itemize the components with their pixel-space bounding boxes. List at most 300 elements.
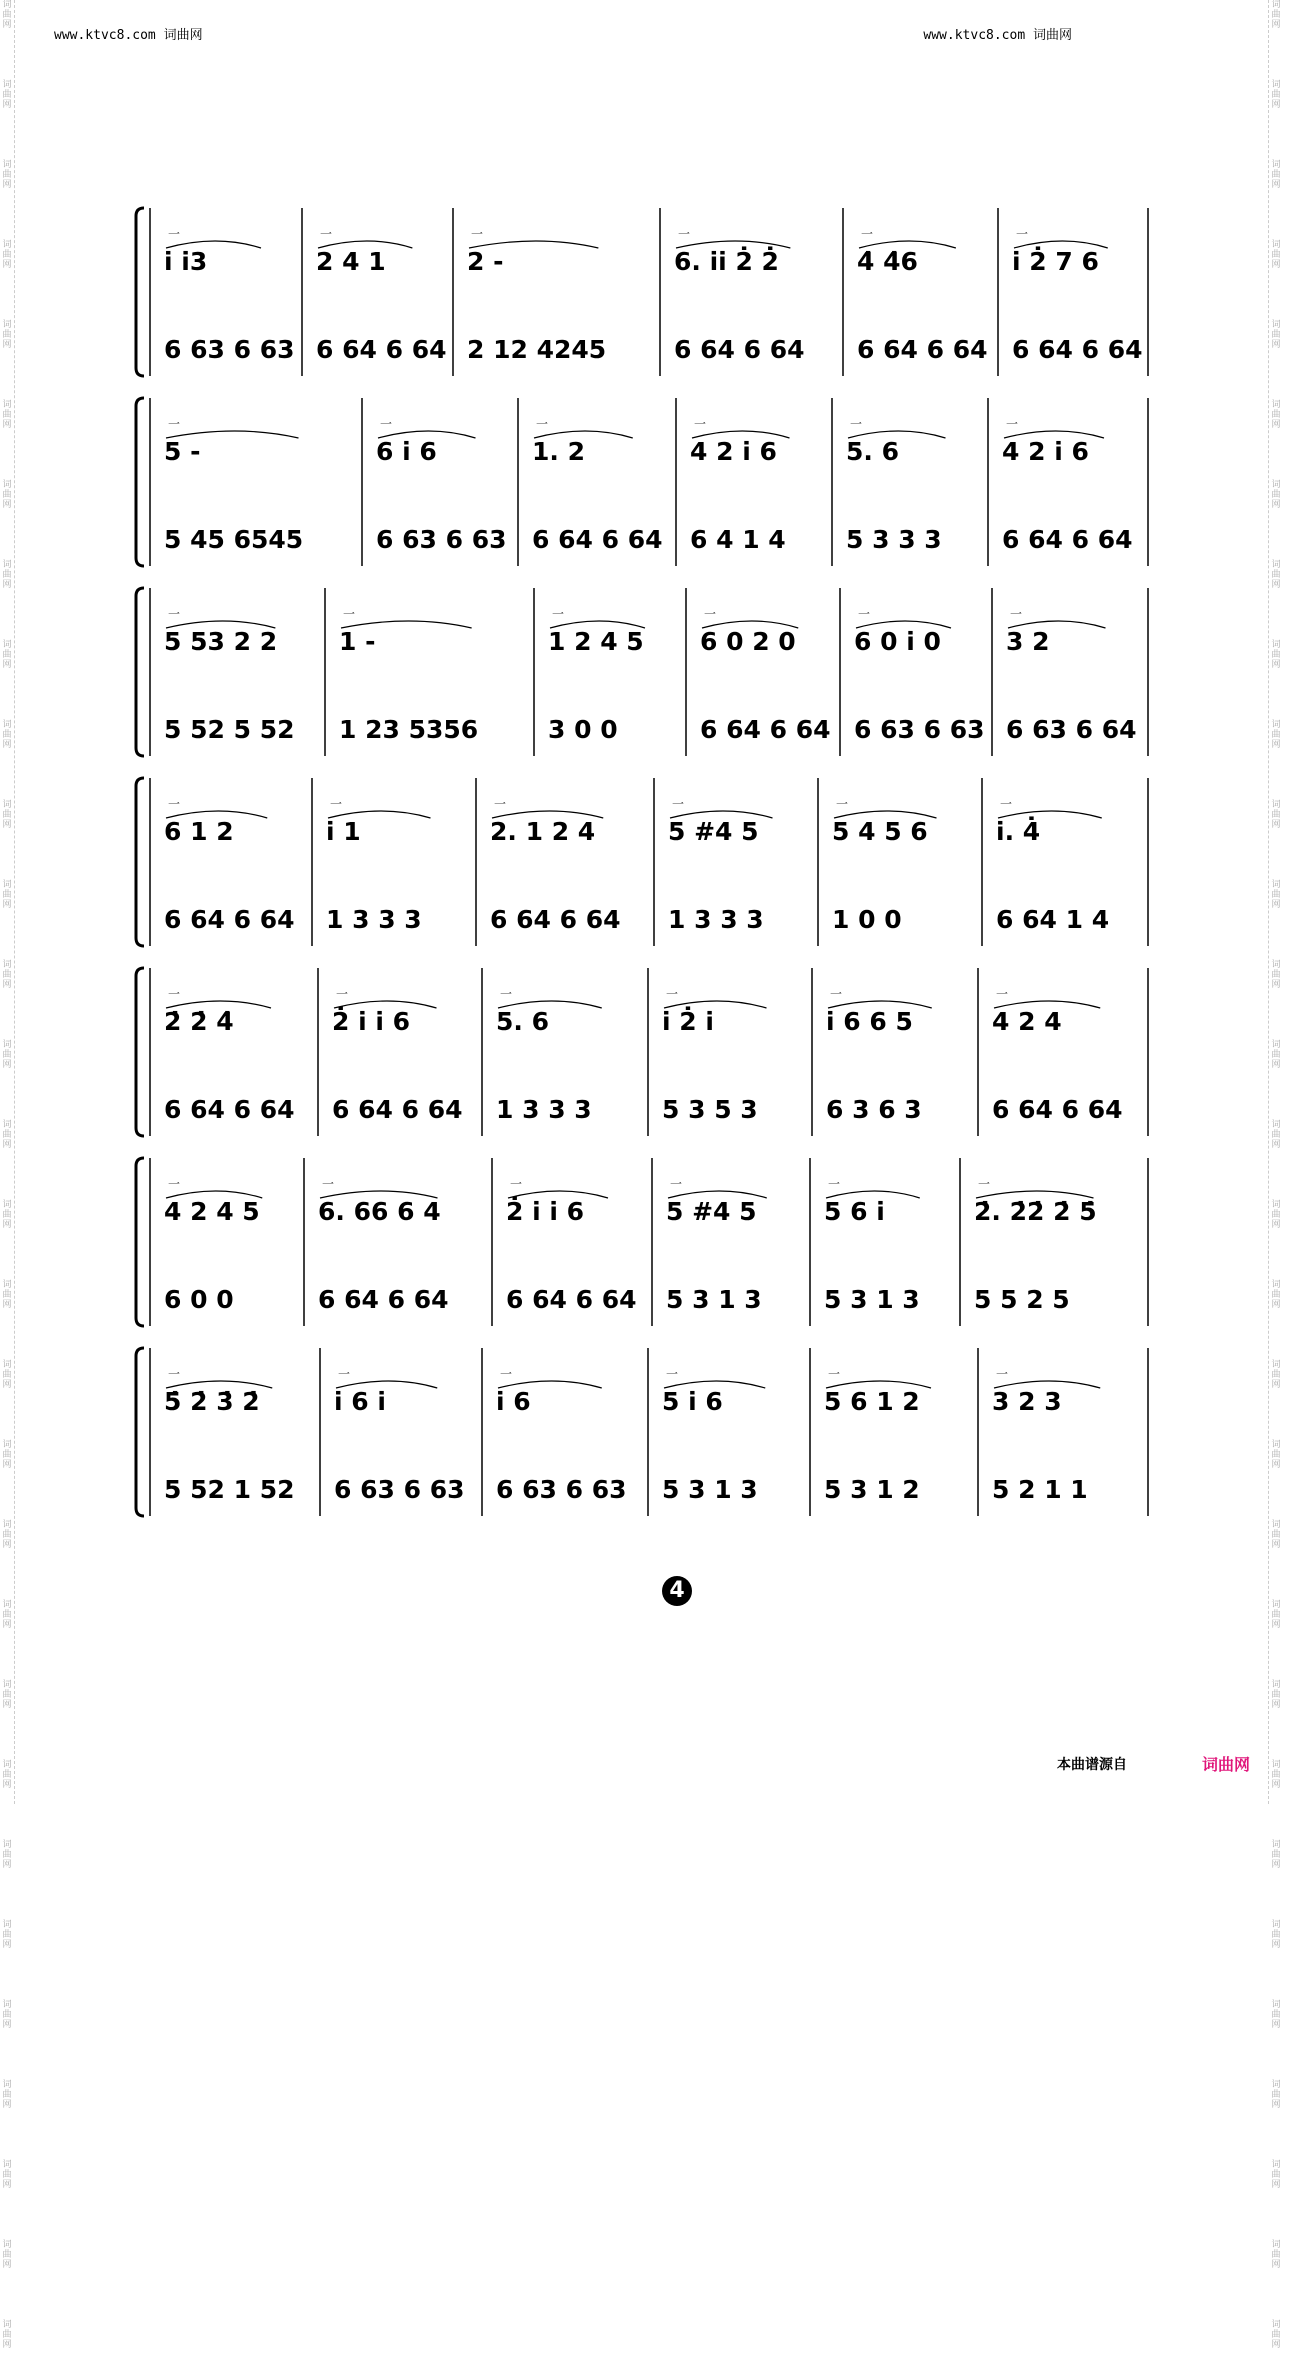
accompaniment-notes: 6 64 6 64 <box>992 1095 1123 1124</box>
fingering-mark: 一 <box>336 987 349 1001</box>
melody-notes: 4̇ 4̇6 <box>857 247 918 276</box>
fingering-mark: 一 <box>670 1177 683 1191</box>
melody-notes: 6 i̇ 6 <box>376 437 437 466</box>
watermark-glyph: 曲 <box>1271 2170 1281 2180</box>
accompaniment-notes: 6 64 6 64 <box>490 905 621 934</box>
watermark-glyph: 曲 <box>2 1850 12 1860</box>
watermark-glyph: 词 <box>1271 1280 1281 1290</box>
melody-notes: 5 #4 5 <box>668 817 759 846</box>
watermark-glyph: 词 <box>1271 2080 1281 2090</box>
watermark-glyph: 网 <box>1271 820 1281 830</box>
page-number: 4 <box>662 1576 692 1606</box>
watermark-gap <box>0 2030 14 2056</box>
watermark-glyph: 曲 <box>2 1290 12 1300</box>
watermark-glyph: 曲 <box>1271 330 1281 340</box>
accompaniment-notes: 6 64 6 64 <box>318 1285 449 1314</box>
accompaniment-notes: 6 64 6 64 <box>506 1285 637 1314</box>
melody-notes: 6. 66 6 4 <box>318 1197 441 1226</box>
watermark-glyph: 网 <box>1271 1700 1281 1710</box>
melody-notes: 5 6 1 2 <box>824 1387 920 1416</box>
melody-notes: 2 4 1 <box>316 247 386 276</box>
watermark-glyph: 网 <box>2 100 12 110</box>
watermark-glyph: 网 <box>1271 1940 1281 1950</box>
watermark-glyph: 网 <box>2 20 12 30</box>
watermark-glyph: 词 <box>1271 320 1281 330</box>
fingering-mark: 一 <box>330 797 343 811</box>
watermark-glyph: 网 <box>1271 1620 1281 1630</box>
fingering-mark: 一 <box>1010 607 1023 621</box>
watermark-glyph: 曲 <box>1271 810 1281 820</box>
fingering-mark: 一 <box>536 417 549 431</box>
fingering-mark: 一 <box>1016 227 1029 241</box>
watermark-glyph: 词 <box>2 1360 12 1370</box>
watermark-glyph: 网 <box>2 1060 12 1070</box>
fingering-mark: 一 <box>168 987 181 1001</box>
watermark-glyph: 词 <box>2 160 12 170</box>
watermark-glyph: 词 <box>1271 1360 1281 1370</box>
watermark-glyph: 曲 <box>1271 1690 1281 1700</box>
melody-notes: 5. 6 <box>496 1007 549 1036</box>
accompaniment-notes: 6 64 6 64 <box>164 905 295 934</box>
watermark-glyph: 网 <box>1271 900 1281 910</box>
watermark-glyph: 曲 <box>2 1210 12 1220</box>
accompaniment-notes: 2 12 4245 <box>467 335 607 364</box>
fingering-mark: 一 <box>322 1177 335 1191</box>
watermark-glyph: 网 <box>2 1780 12 1790</box>
melody-notes: 5̇ 2̇ 3̇ 2̇ <box>164 1387 260 1416</box>
watermark-glyph: 曲 <box>1271 650 1281 660</box>
watermark-gap <box>0 2270 14 2296</box>
melody-notes: 6 0 2 0 <box>700 627 796 656</box>
watermark-glyph: 曲 <box>1271 250 1281 260</box>
watermark-glyph: 曲 <box>2 2010 12 2020</box>
watermark-glyph: 词 <box>1271 480 1281 490</box>
system-bracket <box>136 208 144 376</box>
melody-notes: i̇ 1 <box>326 817 361 846</box>
fingering-mark: 一 <box>168 1367 181 1381</box>
watermark-glyph: 曲 <box>2 1450 12 1460</box>
watermark-glyph: 曲 <box>1271 1290 1281 1300</box>
system-bracket <box>136 968 144 1136</box>
watermark-glyph: 曲 <box>2 650 12 660</box>
watermark-glyph: 曲 <box>2 250 12 260</box>
source-label: 本曲谱源自 <box>1057 1757 1127 1773</box>
fingering-mark: 一 <box>168 417 181 431</box>
watermark-glyph: 网 <box>2 1700 12 1710</box>
watermark-glyph: 词 <box>1271 1520 1281 1530</box>
fingering-mark: 一 <box>666 987 679 1001</box>
watermark-glyph: 网 <box>1271 1460 1281 1470</box>
watermark-glyph: 网 <box>2 1540 12 1550</box>
watermark-glyph: 词 <box>1271 2160 1281 2170</box>
watermark-glyph: 曲 <box>2 1370 12 1380</box>
fingering-mark: 一 <box>500 987 513 1001</box>
accompaniment-notes: 5 3 3 3 <box>846 525 942 554</box>
watermark-glyph: 词 <box>1271 1600 1281 1610</box>
watermark-glyph: 词 <box>2 1680 12 1690</box>
accompaniment-notes: 6 64 1 4 <box>996 905 1110 934</box>
watermark-glyph: 词 <box>1271 640 1281 650</box>
fingering-mark: 一 <box>672 797 685 811</box>
watermark-glyph: 曲 <box>2 1130 12 1140</box>
melody-notes: 5 i̇ 6 <box>662 1387 723 1416</box>
watermark-glyph: 词 <box>1271 880 1281 890</box>
watermark-glyph: 网 <box>2 660 12 670</box>
watermark-glyph: 网 <box>1271 340 1281 350</box>
watermark-gap <box>0 2350 14 2376</box>
watermark-glyph: 词 <box>1271 1440 1281 1450</box>
fingering-mark: 一 <box>1000 797 1013 811</box>
watermark-glyph: 网 <box>1271 100 1281 110</box>
accompaniment-notes: 5 3 1 3 <box>662 1475 758 1504</box>
site-logo[interactable]: 词曲网 <box>1202 1755 1251 1774</box>
watermark-glyph: 网 <box>2 1620 12 1630</box>
watermark-glyph: 网 <box>2 2260 12 2270</box>
fingering-mark: 一 <box>704 607 717 621</box>
fingering-mark: 一 <box>978 1177 991 1191</box>
watermark-glyph: 曲 <box>1271 2010 1281 2020</box>
watermark-glyph: 曲 <box>1271 1770 1281 1780</box>
melody-notes: 4 2 4 <box>992 1007 1062 1036</box>
watermark-glyph: 网 <box>1271 1860 1281 1870</box>
watermark-glyph: 曲 <box>2 2250 12 2260</box>
accompaniment-notes: 6 64 6 64 <box>857 335 988 364</box>
fingering-mark: 一 <box>471 227 484 241</box>
fingering-mark: 一 <box>500 1367 513 1381</box>
watermark-glyph: 词 <box>2 480 12 490</box>
watermark-glyph: 网 <box>2 1860 12 1870</box>
accompaniment-notes: 6 64 6 64 <box>316 335 447 364</box>
watermark-glyph: 曲 <box>1271 1050 1281 1060</box>
fingering-mark: 一 <box>168 1177 181 1191</box>
melody-notes: 6. i̇i̇ 2̇ 2̇ <box>674 247 779 276</box>
watermark-glyph: 曲 <box>1271 2090 1281 2100</box>
watermark-glyph: 曲 <box>2 1530 12 1540</box>
melody-notes: 3 2 3 <box>992 1387 1062 1416</box>
watermark-glyph: 曲 <box>1271 570 1281 580</box>
watermark-glyph: 词 <box>1271 1120 1281 1130</box>
watermark-glyph: 曲 <box>1271 90 1281 100</box>
melody-notes: 1 2 4 5 <box>548 627 644 656</box>
watermark-glyph: 曲 <box>1271 1210 1281 1220</box>
fingering-mark: 一 <box>320 227 333 241</box>
watermark-glyph: 词 <box>2 1200 12 1210</box>
fingering-mark: 一 <box>338 1367 351 1381</box>
watermark-glyph: 曲 <box>2 1690 12 1700</box>
watermark-gap <box>1269 2030 1283 2056</box>
accompaniment-notes: 6 3 6 3 <box>826 1095 922 1124</box>
accompaniment-notes: 6 0 0 <box>164 1285 234 1314</box>
fingering-mark: 一 <box>996 1367 1009 1381</box>
watermark-glyph: 词 <box>1271 1200 1281 1210</box>
watermark-glyph: 词 <box>2 1840 12 1850</box>
fingering-mark: 一 <box>850 417 863 431</box>
fingering-mark: 一 <box>380 417 393 431</box>
accompaniment-notes: 6 64 6 64 <box>1012 335 1143 364</box>
system-bracket <box>136 588 144 756</box>
watermark-glyph: 词 <box>1271 80 1281 90</box>
watermark-gap <box>0 2110 14 2136</box>
header-left-site: 词曲网 <box>163 28 203 43</box>
watermark-glyph: 曲 <box>1271 410 1281 420</box>
watermark-glyph: 网 <box>2 900 12 910</box>
header-right-site: 词曲网 <box>1032 28 1072 43</box>
watermark-glyph: 曲 <box>1271 1370 1281 1380</box>
watermark-glyph: 曲 <box>2 1050 12 1060</box>
watermark-glyph: 曲 <box>1271 1530 1281 1540</box>
watermark-glyph: 曲 <box>1271 1450 1281 1460</box>
watermark-glyph: 曲 <box>2 570 12 580</box>
system-bracket <box>136 1348 144 1516</box>
fingering-mark: 一 <box>996 987 1009 1001</box>
watermark-glyph: 词 <box>2 240 12 250</box>
melody-notes: i̇ 6 i̇ <box>334 1387 386 1416</box>
melody-notes: 5 53 2 2 <box>164 627 278 656</box>
accompaniment-notes: 5 45 6545 <box>164 525 304 554</box>
watermark-glyph: 词 <box>2 720 12 730</box>
watermark-glyph: 网 <box>1271 1300 1281 1310</box>
watermark-glyph: 词 <box>1271 1920 1281 1930</box>
watermark-glyph: 网 <box>2 1380 12 1390</box>
watermark-glyph: 词 <box>2 320 12 330</box>
accompaniment-notes: 6 64 6 64 <box>332 1095 463 1124</box>
watermark-glyph: 词 <box>2 2240 12 2250</box>
watermark-glyph: 曲 <box>1271 1610 1281 1620</box>
melody-notes: 2̇ i̇ i̇ 6 <box>506 1197 585 1226</box>
fingering-mark: 一 <box>552 607 565 621</box>
watermark-glyph: 网 <box>2 1460 12 1470</box>
watermark-glyph: 曲 <box>1271 10 1281 20</box>
accompaniment-notes: 5 2 1 1 <box>992 1475 1088 1504</box>
header-right-url[interactable]: www.ktvc8.com <box>923 28 1026 43</box>
watermark-glyph: 曲 <box>1271 970 1281 980</box>
watermark-glyph: 网 <box>1271 260 1281 270</box>
fingering-mark: 一 <box>666 1367 679 1381</box>
melody-notes: 1 - <box>339 627 376 656</box>
watermark-glyph: 词 <box>2 1280 12 1290</box>
watermark-glyph: 网 <box>1271 580 1281 590</box>
watermark-glyph: 曲 <box>1271 1930 1281 1940</box>
watermark-glyph: 网 <box>2 1220 12 1230</box>
watermark-glyph: 曲 <box>2 2330 12 2340</box>
melody-notes: 6 1 2 <box>164 817 234 846</box>
watermark-glyph: 词 <box>1271 560 1281 570</box>
melody-notes: 3 2 <box>1006 627 1050 656</box>
watermark-glyph: 网 <box>2 740 12 750</box>
watermark-glyph: 曲 <box>1271 490 1281 500</box>
watermark-glyph: 网 <box>2 180 12 190</box>
fingering-mark: 一 <box>830 987 843 1001</box>
watermark-glyph: 词 <box>2 2320 12 2330</box>
watermark-glyph: 词 <box>1271 800 1281 810</box>
fingering-mark: 一 <box>510 1177 523 1191</box>
melody-notes: 4 2 i̇ 6 <box>690 437 777 466</box>
melody-notes: 4 2 i̇ 6 <box>1002 437 1089 466</box>
melody-notes: 5 6 i̇ <box>824 1197 885 1226</box>
watermark-glyph: 网 <box>1271 1140 1281 1150</box>
watermark-glyph: 词 <box>1271 2000 1281 2010</box>
accompaniment-notes: 5 3 1 2 <box>824 1475 920 1504</box>
watermark-glyph: 网 <box>1271 180 1281 190</box>
watermark-glyph: 网 <box>2 2180 12 2190</box>
watermark-glyph: 词 <box>2 2160 12 2170</box>
watermark-glyph: 词 <box>2 1120 12 1130</box>
watermark-glyph: 曲 <box>2 1770 12 1780</box>
watermark-glyph: 曲 <box>2 1930 12 1940</box>
watermark-glyph: 网 <box>2 420 12 430</box>
watermark-glyph: 网 <box>1271 1780 1281 1790</box>
watermark-glyph: 网 <box>1271 980 1281 990</box>
watermark-glyph: 曲 <box>2 2090 12 2100</box>
watermark-glyph: 网 <box>2 820 12 830</box>
watermark-glyph: 词 <box>1271 400 1281 410</box>
melody-notes: 1. 2 <box>532 437 585 466</box>
accompaniment-notes: 5 52 1 52 <box>164 1475 295 1504</box>
watermark-glyph: 网 <box>1271 1220 1281 1230</box>
watermark-glyph: 网 <box>1271 420 1281 430</box>
system-bracket <box>136 398 144 566</box>
accompaniment-notes: 5 52 5 52 <box>164 715 295 744</box>
watermark-glyph: 曲 <box>2 410 12 420</box>
melody-notes: 6 0 i̇ 0 <box>854 627 941 656</box>
watermark-glyph: 曲 <box>1271 890 1281 900</box>
melody-notes: 4 2 4 5 <box>164 1197 260 1226</box>
watermark-glyph: 曲 <box>2 730 12 740</box>
melody-notes: 2̇. 2̇2̇ 2̇ 5̇ <box>974 1197 1097 1226</box>
watermark-glyph: 词 <box>2 880 12 890</box>
accompaniment-notes: 3 0 0 <box>548 715 618 744</box>
melody-notes: 5. 6 <box>846 437 899 466</box>
fingering-mark: 一 <box>494 797 507 811</box>
melody-notes: 2. 1 2 4 <box>490 817 596 846</box>
fingering-mark: 一 <box>168 797 181 811</box>
accompaniment-notes: 1 23 5356 <box>339 715 479 744</box>
watermark-glyph: 曲 <box>2 890 12 900</box>
melody-notes: i̇ i̇3 <box>164 247 208 276</box>
accompaniment-notes: 1 0 0 <box>832 905 902 934</box>
watermark-glyph: 网 <box>1271 740 1281 750</box>
watermark-gap <box>1269 2190 1283 2216</box>
watermark-gap <box>1269 2350 1283 2376</box>
fingering-mark: 一 <box>836 797 849 811</box>
accompaniment-notes: 1 3 3 3 <box>326 905 422 934</box>
watermark-glyph: 词 <box>2 2080 12 2090</box>
watermark-glyph: 词 <box>2 1520 12 1530</box>
watermark-glyph: 词 <box>1271 960 1281 970</box>
melody-notes: i̇ 2̇ i̇ <box>662 1007 714 1036</box>
watermark-glyph: 网 <box>2 980 12 990</box>
melody-notes: 5 - <box>164 437 201 466</box>
watermark-glyph: 词 <box>2 560 12 570</box>
fingering-mark: 一 <box>694 417 707 431</box>
watermark-glyph: 曲 <box>2 170 12 180</box>
watermark-glyph: 词 <box>2 1040 12 1050</box>
watermark-glyph: 曲 <box>1271 1130 1281 1140</box>
melody-notes: 5 #4 5 <box>666 1197 757 1226</box>
accompaniment-notes: 6 4 1 4 <box>690 525 786 554</box>
accompaniment-notes: 6 64 6 64 <box>164 1095 295 1124</box>
watermark-glyph: 词 <box>1271 1760 1281 1770</box>
watermark-glyph: 词 <box>1271 160 1281 170</box>
watermark-glyph: 词 <box>1271 240 1281 250</box>
system-bracket <box>136 778 144 946</box>
watermark-glyph: 词 <box>2 1920 12 1930</box>
watermark-gap <box>1269 1950 1283 1976</box>
accompaniment-notes: 6 63 6 63 <box>854 715 985 744</box>
watermark-glyph: 网 <box>2 580 12 590</box>
watermark-glyph: 网 <box>2 2340 12 2350</box>
melody-notes: i̇. 4̇ <box>996 817 1041 846</box>
watermark-glyph: 词 <box>2 80 12 90</box>
fingering-mark: 一 <box>828 1177 841 1191</box>
accompaniment-notes: 6 63 6 63 <box>164 335 295 364</box>
header-left-url[interactable]: www.ktvc8.com <box>54 28 156 43</box>
watermark-glyph: 曲 <box>2 1610 12 1620</box>
watermark-glyph: 网 <box>1271 1060 1281 1070</box>
watermark-glyph: 网 <box>2 260 12 270</box>
accompaniment-notes: 5 3 1 3 <box>824 1285 920 1314</box>
accompaniment-notes: 6 64 6 64 <box>700 715 831 744</box>
fingering-mark: 一 <box>343 607 356 621</box>
watermark-glyph: 词 <box>2 1440 12 1450</box>
accompaniment-notes: 6 63 6 64 <box>1006 715 1137 744</box>
watermark-glyph: 词 <box>2 1600 12 1610</box>
watermark-glyph: 网 <box>1271 660 1281 670</box>
watermark-glyph: 网 <box>2 340 12 350</box>
watermark-glyph: 曲 <box>1271 2250 1281 2260</box>
watermark-glyph: 曲 <box>2 10 12 20</box>
watermark-glyph: 词 <box>1271 0 1281 10</box>
watermark-glyph: 词 <box>1271 1840 1281 1850</box>
watermark-glyph: 曲 <box>2 90 12 100</box>
melody-notes: 2̇ 2̇ 4̇ <box>164 1007 234 1036</box>
watermark-glyph: 网 <box>1271 20 1281 30</box>
watermark-glyph: 词 <box>1271 1040 1281 1050</box>
watermark-glyph: 曲 <box>2 970 12 980</box>
watermark-glyph: 网 <box>1271 500 1281 510</box>
watermark-gap <box>0 2190 14 2216</box>
watermark-glyph: 词 <box>2 1760 12 1770</box>
watermark-glyph: 词 <box>2 400 12 410</box>
fingering-mark: 一 <box>1006 417 1019 431</box>
melody-notes: 2 - <box>467 247 504 276</box>
accompaniment-notes: 6 63 6 63 <box>496 1475 627 1504</box>
watermark-glyph: 网 <box>1271 2340 1281 2350</box>
watermark-glyph: 曲 <box>2 810 12 820</box>
watermark-glyph: 词 <box>1271 720 1281 730</box>
watermark-glyph: 网 <box>2 1140 12 1150</box>
watermark-glyph: 曲 <box>1271 2330 1281 2340</box>
melody-notes: i̇ 2̇ 7 6 <box>1012 247 1099 276</box>
melody-notes: i̇ 6 <box>496 1387 531 1416</box>
watermark-glyph: 曲 <box>2 2170 12 2180</box>
accompaniment-notes: 5 3 5 3 <box>662 1095 758 1124</box>
accompaniment-notes: 6 63 6 63 <box>334 1475 465 1504</box>
melody-notes: i̇ 6 6 5 <box>826 1007 913 1036</box>
watermark-gap <box>1269 2270 1283 2296</box>
fingering-mark: 一 <box>828 1367 841 1381</box>
fingering-mark: 一 <box>678 227 691 241</box>
accompaniment-notes: 6 64 6 64 <box>674 335 805 364</box>
watermark-glyph: 曲 <box>1271 730 1281 740</box>
accompaniment-notes: 6 64 6 64 <box>532 525 663 554</box>
watermark-gap <box>0 1870 14 1896</box>
watermark-glyph: 网 <box>1271 2100 1281 2110</box>
watermark-glyph: 网 <box>2 2100 12 2110</box>
watermark-glyph: 曲 <box>1271 1850 1281 1860</box>
watermark-glyph: 词 <box>1271 2240 1281 2250</box>
watermark-gap <box>1269 1870 1283 1896</box>
